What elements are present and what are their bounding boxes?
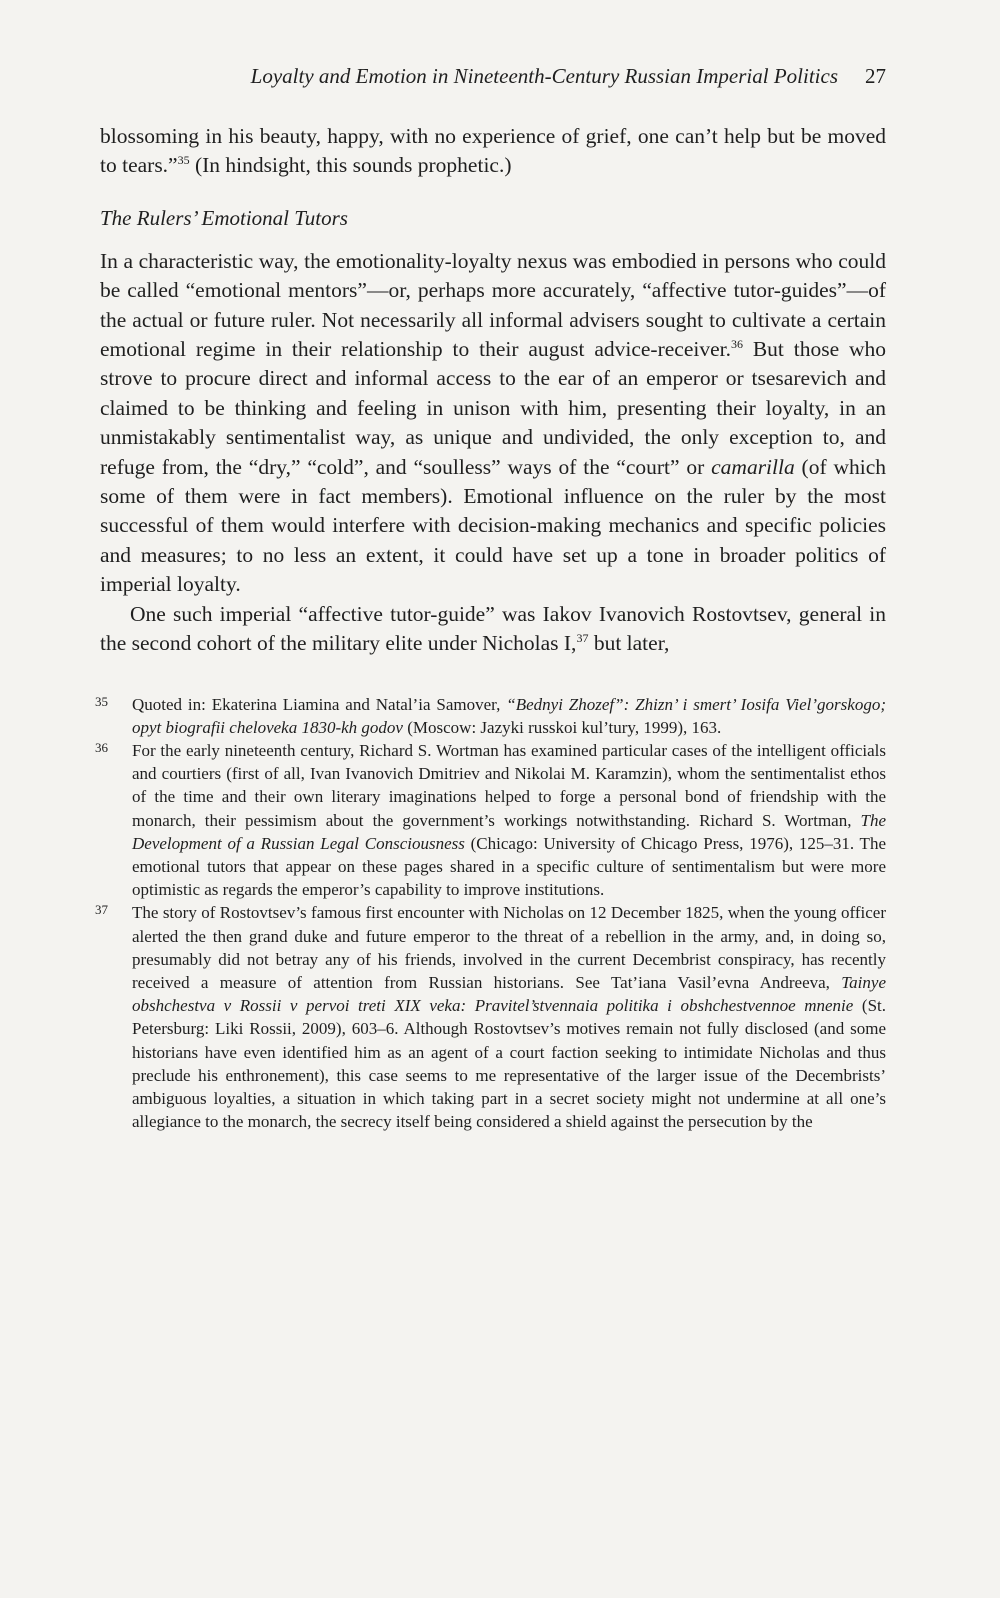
paragraph-text: But those who strove to procure direct and informal access to the ear of an emperor or tsesarevich and claimed to be thinking and feeling in unison with him, presenting their loyalty, in an unmistakably sentimentalist way, as unique and undivided, the only exception to, and refuge from, the “dry,” “cold”, and “soulless” ways of the “court” or: [100, 337, 886, 479]
footnote-number: 37: [95, 902, 108, 918]
footnote-title: The Development of a Russian Legal Consciousness: [132, 810, 886, 853]
paragraph: [100, 600, 886, 659]
running-head: [100, 60, 886, 100]
footnote-title: “Bednyi Zhozef”: Zhizn’ i smert’ Iosifa Viel’gorskogo; opyt biografii cheloveka 1830-kh godov: [132, 694, 886, 737]
footnote-35: [95, 693, 886, 739]
footnote-title: Tainye obshchestva v Rossii v pervoi treti XIX veka: Pravitel’stvennaia politika i obshchestvennoe mnenie: [132, 972, 886, 1016]
footnote-36: [95, 739, 886, 901]
main-text: [100, 122, 886, 659]
footnote-number: 35: [95, 693, 108, 709]
footnote-text: (Chicago: University of Chicago Press, 1976), 125–31. The emotional tutors that appear on these pages shared in a specific culture of sentimentalism but were more optimistic as regards the emperor’s capability to improve institutions.: [132, 833, 886, 900]
italic-term: camarilla: [711, 454, 795, 479]
paragraph-text: (of which some of them were in fact members). Emotional influence on the ruler by the most successful of them would interfere with decision-making mechanics and specific policies and measures; to no less an extent, it could have set up a tone in broader politics of imperial loyalty.: [100, 454, 886, 597]
footnote-text: The story of Rostovtsev’s famous first encounter with Nicholas on 12 December 1825, when the young officer alerted the then grand duke and future emperor to the threat of a rebellion in the army, and, in doing so, presumably did not betray any of his friends, involved in the current Decembrist conspiracy, has recently received a measure of attention from Russian historians. See Tat’iana Vasil’evna Andreeva,: [132, 903, 886, 992]
paragraph-text: (In hindsight, this sounds prophetic.): [189, 153, 512, 178]
paragraph-text: In a characteristic way, the emotionality-loyalty nexus was embodied in persons who could be called “emotional mentors”—or, perhaps more accurately, “affective tutor-guides”—of the actual or future ruler. Not necessarily all informal advisers sought to cultivate a certain emotional regime in their relationship to their august advice-receiver.: [100, 248, 886, 362]
footnote-text: Quoted in: Ekaterina Liamina and Natal’ia Samover,: [132, 694, 507, 714]
section-heading: The Rulers’ Emotional Tutors: [100, 205, 348, 230]
note-ref-36: 36: [730, 337, 743, 352]
note-ref-35: 35: [177, 153, 190, 168]
footnotes: [95, 693, 886, 1134]
paragraph-text: blossoming in his beauty, happy, with no experience of grief, one can’t help but be moved to tears.”: [100, 124, 886, 178]
footnote-text: (Moscow: Jazyki russkoi kul’tury, 1999), 163.: [402, 717, 722, 737]
book-page: [95, 60, 886, 1133]
footnote-text: For the early nineteenth century, Richard S. Wortman has examined particular cases of the intelligent officials and courtiers (first of all, Ivan Ivanovich Dmitriev and Nikolai M. Karamzin), whom the sentimentalist ethos of the time and their own literary imaginations helped to forge a personal bond of friendship with the monarch, their pessimism about the government’s workings notwithstanding. Richard S. Wortman,: [132, 740, 886, 830]
running-head-title: Loyalty and Emotion in Nineteenth-Century Russian Imperial Politics: [250, 64, 838, 88]
paragraph-text: but later,: [588, 631, 670, 656]
paragraph-continued: [100, 122, 886, 181]
footnote-text: (St. Petersburg: Liki Rossii, 2009), 603–6. Although Rostovtsev’s motives remain not fully disclosed (and some historians have even identified him as an agent of a court faction seeking to intimidate Nicholas and thus preclude his enthronement), this case seems to me representative of the larger issue of the Decembrists’ ambiguous loyalties, a situation in which taking part in a secret society might not undermine at all one’s allegiance to the monarch, the secrecy itself being considered a shield against the persecution by the: [132, 996, 886, 1132]
footnote-37: [95, 901, 886, 1133]
page-number: 27: [865, 64, 886, 88]
footnote-number: 36: [95, 739, 108, 755]
paragraph: [100, 247, 886, 600]
note-ref-37: 37: [576, 631, 589, 646]
paragraph-text: One such imperial “affective tutor-guide” was Iakov Ivanovich Rostovtsev, general in the second cohort of the military elite under Nicholas I,: [100, 601, 886, 656]
